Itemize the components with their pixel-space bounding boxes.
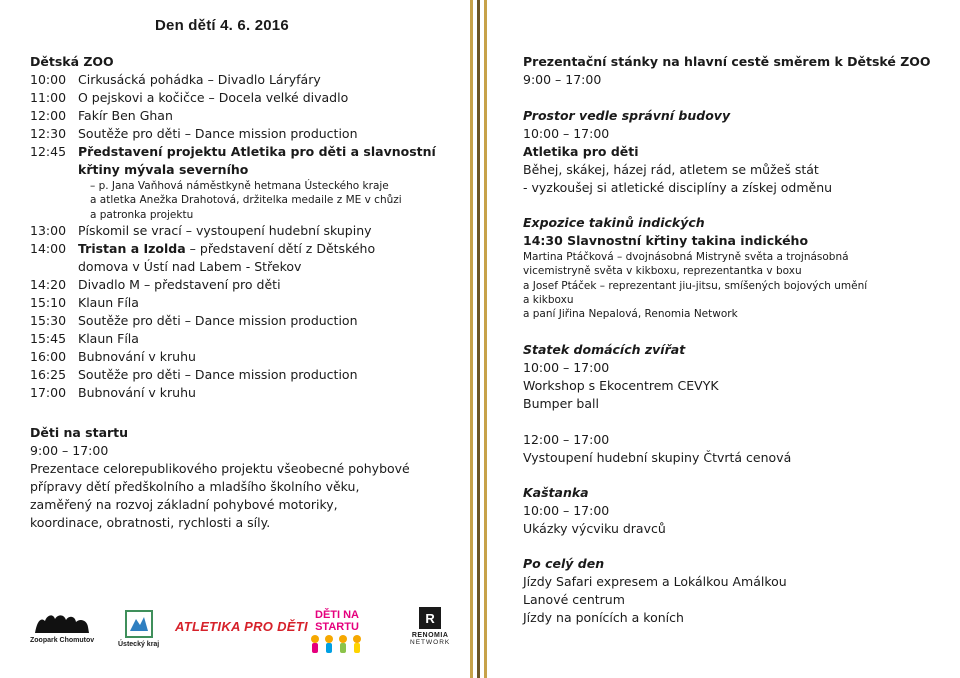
section-line: Vystoupení hudební skupiny Čtvrtá cenová (523, 450, 792, 465)
featured-line1: Představení projektu Atletika pro děti a slavnostní (78, 144, 436, 159)
renomia-mark: R (419, 607, 441, 629)
row-text: Pískomil se vrací – vystoupení hudební skupiny (78, 222, 372, 238)
section-time: 10:00 – 17:00 (523, 126, 610, 141)
atletika-wordmark: ATLETIKA PRO DĚTI (175, 619, 308, 634)
section-note: a kikboxu (523, 293, 574, 306)
section-subheading: Atletika pro děti (523, 144, 639, 159)
section-line: Lanové centrum (523, 592, 625, 607)
dns-line1: DĚTI NA (315, 609, 359, 621)
featured-note: – p. Jana Vaňhová náměstkyně hetmana Ústeckého kraje (90, 180, 389, 192)
section-time: 9:00 – 17:00 (30, 443, 109, 458)
schedule-row (30, 366, 460, 384)
section-heading: Prostor vedle správní budovy (523, 108, 731, 123)
section-time: 9:00 – 17:00 (523, 72, 602, 87)
section-line: Bumper ball (523, 396, 599, 411)
row-text: Klaun Fíla (78, 294, 139, 310)
section-heading: Děti na startu (30, 425, 129, 440)
section-allday (523, 555, 943, 627)
logo-strip (30, 605, 460, 665)
divider-brown (477, 0, 480, 678)
row-text: O pejskovi a kočičce – Docela velké divadlo (78, 90, 349, 105)
section-line: zaměřený na rozvoj základní pohybové motoriky, (30, 497, 338, 512)
row-time: 10:00 (30, 72, 67, 87)
section-line: Prezentace celorepublikového projektu všeobecné pohybové (30, 461, 410, 476)
divider-gold-right (484, 0, 487, 678)
section-zoo (30, 53, 460, 402)
section-line: Ukázky výcviku dravců (523, 521, 666, 536)
section-note: Martina Ptáčková – dvojnásobná Mistryně světa a trojnásobná (523, 251, 849, 263)
running-kids-icon (307, 633, 367, 655)
row-text: Bubnování v kruhu (78, 348, 196, 364)
section-heading: Dětská ZOO (30, 54, 114, 69)
row-text: Cirkusácká pohádka – Divadlo Láryfáry (78, 72, 321, 87)
row-text: Soutěže pro děti – Dance mission production (78, 312, 358, 328)
section-line: Jízdy na ponících a koních (523, 610, 684, 625)
renomia-logo (410, 607, 450, 646)
row-time: 13:00 (30, 222, 67, 238)
schedule-row (30, 107, 460, 125)
kraj-logo (118, 609, 159, 648)
row-text: Fakír Ben Ghan (78, 108, 173, 123)
schedule-row (30, 240, 460, 276)
row-time: 16:25 (30, 366, 67, 382)
section-expo (523, 214, 943, 321)
schedule-row (30, 276, 460, 294)
renomia-caption-2: NETWORK (410, 639, 451, 646)
section-line: - vyzkoušej si atletické disciplíny a získej odměnu (523, 180, 833, 195)
section-time: 12:00 – 17:00 (523, 432, 610, 447)
row-text: Soutěže pro děti – Dance mission production (78, 366, 358, 382)
row-time: 11:00 (30, 90, 67, 105)
featured-line2: křtiny mývala severního (78, 162, 249, 177)
page-title: Den dětí 4. 6. 2016 (155, 17, 289, 34)
row-time: 12:45 (30, 144, 67, 159)
row-time: 17:00 (30, 384, 67, 400)
section-heading: Statek domácích zvířat (523, 342, 686, 357)
row-text: – představení dětí z Dětského (185, 240, 376, 256)
deti-na-startu-logo (307, 609, 367, 655)
atletika-logo (175, 619, 308, 634)
row-text: Soutěže pro děti – Dance mission production (78, 126, 358, 141)
section-note: a Josef Ptáček – reprezentant jiu-jitsu, smíšených bojových umění (523, 279, 868, 292)
section-line: přípravy dětí předškolního a mladšího školního věku, (30, 479, 360, 494)
schedule-row (30, 294, 460, 312)
zoopark-caption: Zoopark Chomutov (30, 637, 95, 644)
section-time: 10:00 – 17:00 (523, 360, 610, 375)
section-line: Workshop s Ekocentrem CEVYK (523, 378, 719, 393)
section-note: vicemistryně světa v kikboxu, reprezentantka v boxu (523, 265, 802, 278)
zoopark-animals-icon (33, 611, 91, 635)
row-text-line2: domova v Ústí nad Labem - Střekov (78, 258, 302, 274)
row-text: Klaun Fíla (78, 330, 139, 346)
schedule-row (30, 330, 460, 348)
row-bold-text: Tristan a Izolda (78, 240, 186, 256)
section-prostor (523, 107, 943, 197)
renomia-caption-1: RENOMIA (411, 632, 449, 639)
section-line: Jízdy Safari expresem a Lokálkou Amálkou (523, 574, 787, 589)
row-time: 15:45 (30, 330, 67, 346)
kraj-caption: Ústecký kraj (118, 641, 160, 648)
schedule-row (30, 312, 460, 330)
section-start (30, 424, 460, 532)
row-text: Divadlo M – představení pro děti (78, 276, 281, 292)
featured-note: a patronka projektu (90, 208, 194, 221)
section-subheading: 14:30 Slavnostní křtiny takina indického (523, 233, 809, 248)
schedule-row (30, 89, 460, 107)
row-text: Bubnování v kruhu (78, 384, 196, 400)
schedule-row (30, 348, 460, 366)
row-time: 14:20 (30, 276, 67, 292)
section-line: Běhej, skákej, házej rád, atletem se můžeš stát (523, 162, 819, 177)
section-heading: Expozice takinů indických (523, 215, 705, 230)
row-time: 14:00 (30, 240, 67, 256)
dns-line2: STARTU (315, 621, 359, 633)
schedule-row-featured (30, 143, 460, 179)
divider-gold-left (470, 0, 473, 678)
section-heading: Kaštanka (523, 485, 589, 500)
section-line: koordinace, obratnosti, rychlosti a síly. (30, 515, 271, 530)
row-time: 15:30 (30, 312, 67, 328)
schedule-row (30, 384, 460, 402)
schedule-row (30, 222, 460, 240)
section-time: 10:00 – 17:00 (523, 503, 610, 518)
row-time: 12:30 (30, 126, 67, 141)
schedule-row (30, 71, 460, 89)
zoopark-logo (30, 611, 94, 644)
section-stands (523, 53, 943, 89)
row-time: 16:00 (30, 348, 67, 364)
section-note: a paní Jiřina Nepalová, Renomia Network (523, 308, 738, 321)
row-time: 12:00 (30, 108, 67, 123)
schedule-row (30, 125, 460, 143)
section-kastanka (523, 484, 943, 538)
section-heading: Prezentační stánky na hlavní cestě směrem k Dětské ZOO (523, 54, 931, 69)
kraj-emblem-icon (124, 609, 154, 639)
section-heading: Po celý den (523, 556, 605, 571)
row-time: 15:10 (30, 294, 67, 310)
featured-note: a atletka Anežka Drahotová, držitelka medaile z ME v chůzi (90, 194, 402, 207)
section-statek (523, 341, 943, 467)
